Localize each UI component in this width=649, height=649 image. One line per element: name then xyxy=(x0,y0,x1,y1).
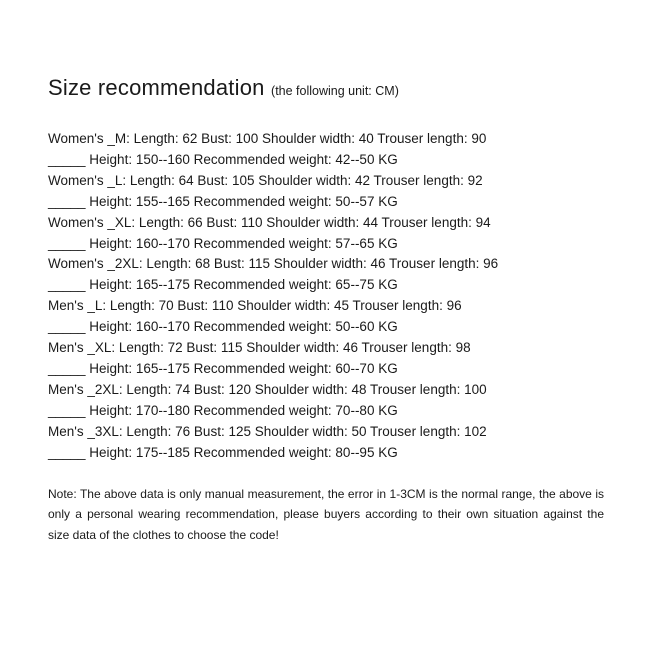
page-title: Size recommendation xyxy=(48,75,265,100)
size-line-mens-l-recommendation: _____ Height: 160--170 Recommended weight: 50--60 KG xyxy=(48,319,398,335)
size-line-womens-xl-recommendation: _____ Height: 160--170 Recommended weight: 57--65 KG xyxy=(48,235,398,251)
size-line-womens-l-recommendation: _____ Height: 155--165 Recommended weight: 50--57 KG xyxy=(48,193,398,209)
size-line-mens-2xl-recommendation: _____ Height: 170--180 Recommended weight: 70--80 KG xyxy=(48,402,398,418)
size-line-womens-m-recommendation: _____ Height: 150--160 Recommended weight: 42--50 KG xyxy=(48,151,398,167)
measurement-note: Note: The above data is only manual measurement, the error in 1-3CM is the normal range, the above is only a personal wearing recommendation, please buyers according to their own situation against the size data of the clothes to choose the code! xyxy=(48,486,604,542)
unit-note: (the following unit: CM) xyxy=(271,84,399,98)
size-chart-document xyxy=(48,74,604,545)
size-line-womens-l-measurements: Women's _L: Length: 64 Bust: 105 Shoulder width: 42 Trouser length: 92 xyxy=(48,172,483,188)
size-list xyxy=(48,129,604,464)
size-line-womens-m-measurements: Women's _M: Length: 62 Bust: 100 Shoulder width: 40 Trouser length: 90 xyxy=(48,131,487,146)
size-line-womens-xl-measurements: Women's _XL: Length: 66 Bust: 110 Shoulder width: 44 Trouser length: 94 xyxy=(48,214,491,230)
size-line-mens-l-measurements: Men's _L: Length: 70 Bust: 110 Shoulder width: 45 Trouser length: 96 xyxy=(48,298,462,314)
size-line-mens-3xl-measurements: Men's _3XL: Length: 76 Bust: 125 Shoulder width: 50 Trouser length: 102 xyxy=(48,423,487,439)
size-line-mens-3xl-recommendation: _____ Height: 175--185 Recommended weight: 80--95 KG xyxy=(48,444,398,460)
size-line-mens-xl-measurements: Men's _XL: Length: 72 Bust: 115 Shoulder width: 46 Trouser length: 98 xyxy=(48,340,471,356)
size-line-womens-2xl-recommendation: _____ Height: 165--175 Recommended weight: 65--75 KG xyxy=(48,277,398,293)
size-line-mens-2xl-measurements: Men's _2XL: Length: 74 Bust: 120 Shoulder width: 48 Trouser length: 100 xyxy=(48,381,487,397)
size-line-womens-2xl-measurements: Women's _2XL: Length: 68 Bust: 115 Shoulder width: 46 Trouser length: 96 xyxy=(48,256,499,272)
size-line-mens-xl-recommendation: _____ Height: 165--175 Recommended weight: 60--70 KG xyxy=(48,360,398,376)
title-row xyxy=(48,74,604,105)
